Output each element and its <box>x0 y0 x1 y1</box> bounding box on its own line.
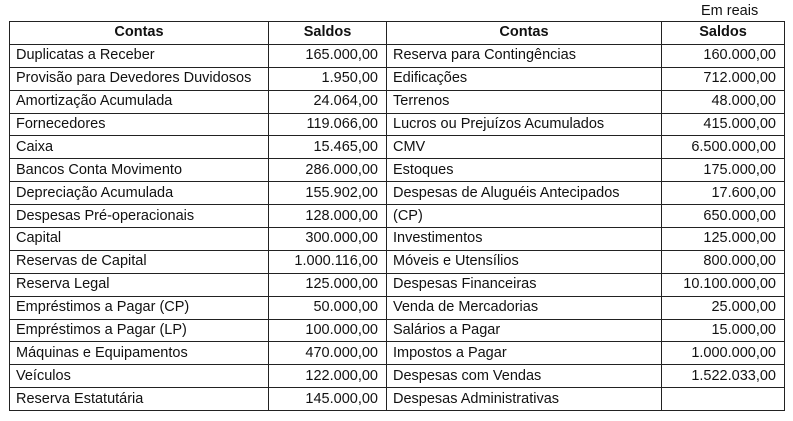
header-saldos-right: Saldos <box>662 22 785 45</box>
account-name-left: Despesas Pré-operacionais <box>10 205 269 228</box>
account-name-right: (CP) <box>387 205 662 228</box>
balance-left: 286.000,00 <box>269 159 387 182</box>
account-name-left: Capital <box>10 228 269 251</box>
account-name-right: Despesas Administrativas <box>387 388 662 411</box>
table-row <box>10 136 785 159</box>
account-name-right: Investimentos <box>387 228 662 251</box>
balance-left: 125.000,00 <box>269 273 387 296</box>
balance-right: 17.600,00 <box>662 182 785 205</box>
balance-left: 470.000,00 <box>269 342 387 365</box>
balance-left: 122.000,00 <box>269 365 387 388</box>
unit-note: Em reais <box>701 3 759 19</box>
account-name-left: Provisão para Devedores Duvidosos <box>10 67 269 90</box>
table-row <box>10 342 785 365</box>
balance-right <box>662 388 785 411</box>
header-contas-right: Contas <box>387 22 662 45</box>
balance-right: 48.000,00 <box>662 90 785 113</box>
account-name-right: Despesas com Vendas <box>387 365 662 388</box>
account-name-right: Edificações <box>387 67 662 90</box>
account-name-right: Despesas Financeiras <box>387 273 662 296</box>
account-name-left: Reserva Legal <box>10 273 269 296</box>
balance-right: 125.000,00 <box>662 228 785 251</box>
balance-right: 650.000,00 <box>662 205 785 228</box>
account-name-left: Empréstimos a Pagar (LP) <box>10 319 269 342</box>
table-row <box>10 205 785 228</box>
account-name-right: Lucros ou Prejuízos Acumulados <box>387 113 662 136</box>
balance-left: 145.000,00 <box>269 388 387 411</box>
balance-right: 800.000,00 <box>662 250 785 273</box>
balance-left: 100.000,00 <box>269 319 387 342</box>
table-row <box>10 273 785 296</box>
balance-right: 10.100.000,00 <box>662 273 785 296</box>
balance-left: 119.066,00 <box>269 113 387 136</box>
balance-right: 6.500.000,00 <box>662 136 785 159</box>
table-body <box>10 44 785 410</box>
balance-left: 300.000,00 <box>269 228 387 251</box>
table-row <box>10 113 785 136</box>
balances-table <box>9 21 785 411</box>
table-row <box>10 388 785 411</box>
account-name-left: Reservas de Capital <box>10 250 269 273</box>
table-row <box>10 250 785 273</box>
balance-left: 128.000,00 <box>269 205 387 228</box>
table-row <box>10 228 785 251</box>
account-name-left: Máquinas e Equipamentos <box>10 342 269 365</box>
balance-right: 160.000,00 <box>662 44 785 67</box>
table-header-row <box>10 22 785 45</box>
balance-left: 165.000,00 <box>269 44 387 67</box>
balance-right: 175.000,00 <box>662 159 785 182</box>
account-name-left: Reserva Estatutária <box>10 388 269 411</box>
account-name-right: Móveis e Utensílios <box>387 250 662 273</box>
table-row <box>10 67 785 90</box>
account-name-right: CMV <box>387 136 662 159</box>
header-contas-left: Contas <box>10 22 269 45</box>
header-saldos-left: Saldos <box>269 22 387 45</box>
balance-right: 1.000.000,00 <box>662 342 785 365</box>
balance-left: 1.950,00 <box>269 67 387 90</box>
balance-right: 712.000,00 <box>662 67 785 90</box>
account-name-left: Empréstimos a Pagar (CP) <box>10 296 269 319</box>
balance-left: 50.000,00 <box>269 296 387 319</box>
account-name-left: Depreciação Acumulada <box>10 182 269 205</box>
account-name-left: Veículos <box>10 365 269 388</box>
account-name-right: Venda de Mercadorias <box>387 296 662 319</box>
account-name-left: Fornecedores <box>10 113 269 136</box>
account-name-left: Caixa <box>10 136 269 159</box>
balance-left: 1.000.116,00 <box>269 250 387 273</box>
account-name-right: Estoques <box>387 159 662 182</box>
account-name-right: Despesas de Aluguéis Antecipados <box>387 182 662 205</box>
account-name-left: Bancos Conta Movimento <box>10 159 269 182</box>
account-name-left: Duplicatas a Receber <box>10 44 269 67</box>
balance-right: 15.000,00 <box>662 319 785 342</box>
balance-right: 25.000,00 <box>662 296 785 319</box>
balance-right: 1.522.033,00 <box>662 365 785 388</box>
account-name-right: Reserva para Contingências <box>387 44 662 67</box>
table-row <box>10 365 785 388</box>
account-name-left: Amortização Acumulada <box>10 90 269 113</box>
balance-left: 155.902,00 <box>269 182 387 205</box>
balance-left: 24.064,00 <box>269 90 387 113</box>
balance-right: 415.000,00 <box>662 113 785 136</box>
account-name-right: Terrenos <box>387 90 662 113</box>
table-row <box>10 90 785 113</box>
account-name-right: Impostos a Pagar <box>387 342 662 365</box>
table-row <box>10 319 785 342</box>
table-row <box>10 159 785 182</box>
account-name-right: Salários a Pagar <box>387 319 662 342</box>
table-row <box>10 44 785 67</box>
balance-left: 15.465,00 <box>269 136 387 159</box>
table-row <box>10 296 785 319</box>
table-row <box>10 182 785 205</box>
